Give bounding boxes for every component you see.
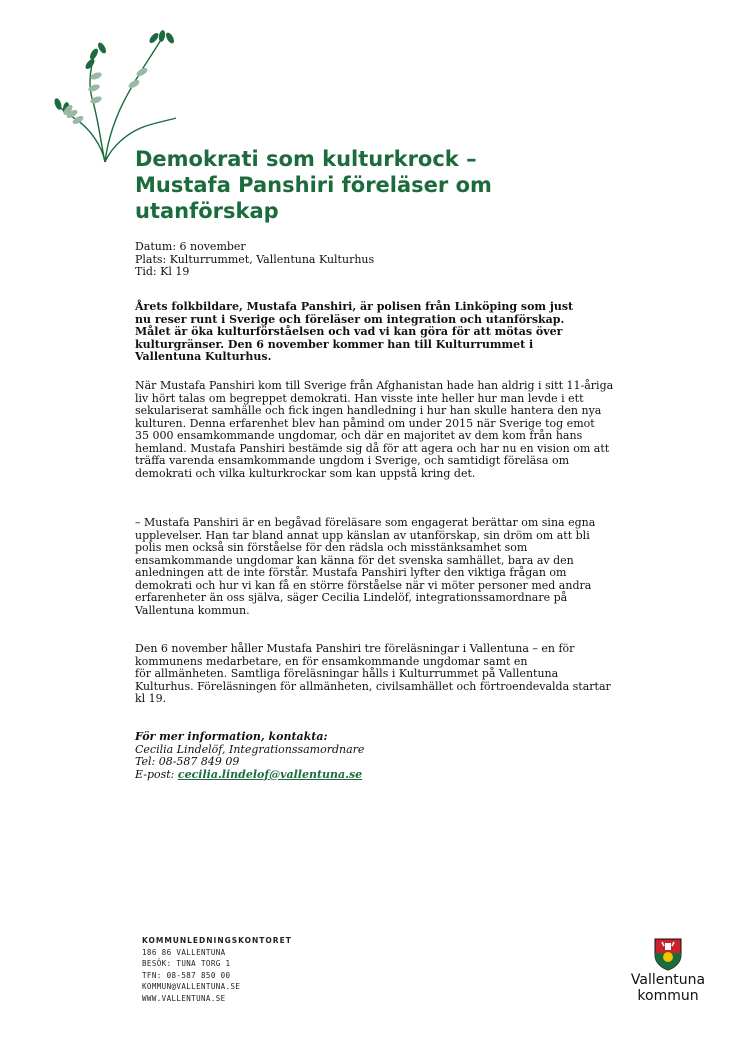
body-paragraph-2: – Mustafa Panshiri är en begåvad föreläsare som engagerat berättar om sina egna upplevelser. Han tar bland annat upp känslan av utanförskap, sin dröm om att bli polis men också sin förståelse för den rädsla och misstänksamhet som ensamkommande ungdomar kan känna för det svenska samhället, bara av den anledningen att de inte förstår. Mustafa Panshiri lyfter den viktiga frågan om demokrati och hur vi kan få en större förståelse när vi möter personer med andra erfarenheter än oss själva, säger Cecilia Lindelöf, integrationssamordnare på Vallentuna kommun. bbox=[135, 516, 596, 617]
body-paragraph-1: När Mustafa Panshiri kom till Sverige från Afghanistan hade han aldrig i sitt 11-åriga liv hört talas om begreppet demokrati. Han visste inte heller hur man levde i ett sekulariserat samhälle och fick ingen handledning i hur han skulle hantera den nya kulturen. Denna erfarenhet blev han påmind om under 2015 när Sverige tog emot 35 000 ensamkommande ungdomar, och där en majoritet av dem kom från hans hemland. Mustafa Panshiri bestämde sig då för att agera och har nu en vision om att träffa varenda ensamkommande ungdom i Sverige, och samtidigt föreläsa om demokrati och vilka kulturkrockar som kan uppstå kring det. bbox=[135, 379, 614, 480]
coat-of-arms-icon bbox=[653, 937, 683, 971]
footer-address: KOMMUNLEDNINGSKONTORET 186 86 VALLENTUNA BESÖK: TUNA TORG 1 TFN: 08-587 850 00 KOMMUN@VALLENTUNA.SE WWW.VALLENTUNA.SE bbox=[142, 936, 292, 1003]
page-title: Demokrati som kulturkrock – Mustafa Panshiri föreläser om utanförskap bbox=[135, 147, 492, 223]
logo-name-line1: Vallentuna bbox=[630, 972, 706, 988]
event-place: Plats: Kulturrummet, Vallentuna Kulturhus bbox=[135, 252, 375, 266]
event-date: Datum: 6 november bbox=[135, 240, 246, 253]
event-time: Tid: Kl 19 bbox=[135, 265, 190, 278]
footer-org: KOMMUNLEDNINGSKONTORET bbox=[142, 936, 292, 945]
lead-paragraph: Årets folkbildare, Mustafa Panshiri, är polisen från Linköping som just nu reser runt i Sverige och föreläser om integration och utanförskap. Målet är öka kulturförståelsen och vad vi kan göra för att mötas över kulturgränser. Den 6 november kommer han till Kulturrummet i Vallentuna Kulturhus. bbox=[135, 300, 574, 363]
plant-branch-icon bbox=[50, 28, 180, 164]
municipality-logo bbox=[628, 937, 708, 1003]
contact-block bbox=[135, 731, 615, 781]
contact-email-label: E-post: bbox=[135, 767, 178, 781]
logo-name-line2: kommun bbox=[637, 988, 699, 1004]
event-details bbox=[135, 241, 374, 279]
contact-name: Cecilia Lindelöf, Integrationssamordnare bbox=[135, 742, 365, 756]
contact-email-line bbox=[135, 769, 615, 782]
contact-email-link[interactable]: cecilia.lindelof@vallentuna.se bbox=[177, 767, 363, 781]
contact-phone: Tel: 08-587 849 09 bbox=[135, 755, 240, 768]
contact-heading: För mer information, kontakta: bbox=[135, 730, 328, 743]
body-paragraph-3: Den 6 november håller Mustafa Panshiri tre föreläsningar i Vallentuna – en för kommunens medarbetare, en för ensamkommande ungdomar samt en för allmänheten. Samtliga föreläsningar hålls i Kulturrummet på Vallentuna Kulturhus. Föreläsningen för allmänheten, civilsamhället och förtroendevalda startar kl 19. bbox=[135, 642, 611, 705]
